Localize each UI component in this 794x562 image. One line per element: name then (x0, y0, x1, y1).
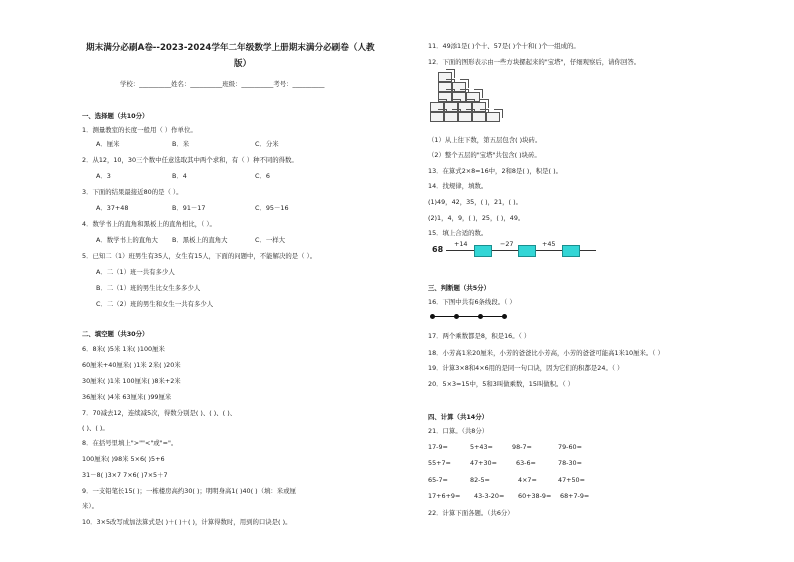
q8-line-1: 100厘米( )98米 5×6( )5+6 (82, 455, 165, 463)
question-4: 4．数学书上的直角和黑板上的直角相比，（ ）。 (82, 220, 216, 228)
calc-item: 17-9= (428, 443, 448, 451)
page-title-continued: 版） (234, 59, 252, 69)
q5-option-b: B．二（1）班的男生比女生多多少人 (96, 284, 201, 292)
calc-item: 65-7= (428, 476, 448, 484)
calc-item: 55+7= (428, 459, 451, 467)
q12-part-2: （2）整个五层的"宝塔"共包含( )块砖。 (428, 151, 541, 159)
q2-option-b: B．4 (172, 172, 187, 180)
section4-title: 四、计算（共14分） (428, 413, 489, 421)
q4-option-a: A．数学书上的直角大 (96, 236, 158, 244)
calc-item: 5+43= (470, 443, 493, 451)
question-3: 3．下面的结果最接近80的是（ ）。 (82, 188, 183, 196)
q9-line-2: 米）。 (82, 502, 98, 510)
section2-title: 二、填空题（共30分） (82, 330, 149, 338)
q8-line-2: 31－8( )3×7 7×6( )7×5＋7 (82, 471, 168, 479)
q4-option-c: C．一样大 (255, 236, 286, 244)
calc-item: 79-60= (558, 443, 582, 451)
q5-option-c: C．二（2）班的男生和女生一共有多少人 (96, 300, 214, 308)
question-8: 8．在括号里填上">""<"或"="。 (82, 439, 178, 447)
section3-title: 三、判断题（共5分） (428, 284, 490, 292)
question-12: 12．下面的图形表示由一些方块摞起来的"宝塔"，仔细观察后，请你回答。 (428, 58, 641, 66)
q2-option-a: A．3 (96, 172, 111, 180)
calc-item: 43-3-20= (474, 492, 505, 500)
q6-line-3: 30厘米( )1米 100厘米( )8米+2米 (82, 377, 181, 385)
chain-op-3: +45 (542, 240, 556, 248)
q3-option-a: A．37+48 (96, 204, 129, 212)
question-10: 10．3×5改写成加法算式是( )＋( )＋( )，计算得数时，用到的口诀是( )。 (82, 518, 292, 526)
q5-option-a: A．二（1）班一共有多少人 (96, 268, 175, 276)
q6-line-1: 6．8米( )5米 1米( )100厘米 (82, 345, 165, 353)
chain-answer-box-1[interactable] (474, 245, 492, 257)
calc-item: 4×7= (518, 476, 537, 484)
calc-item: 68+7-9= (560, 492, 590, 500)
header-fields: 学校：__________姓名：__________班级：__________考号：__________ (120, 80, 325, 88)
calc-item: 17+6+9= (428, 492, 461, 500)
chain-answer-box-2[interactable] (518, 245, 536, 257)
question-13: 13．在算式2×8=16中，2和8是( )，积是( )。 (428, 167, 562, 175)
q14-part-2: (2)1，4，9，( )，25，( )，49。 (428, 214, 525, 222)
q4-option-b: B．黑板上的直角大 (172, 236, 228, 244)
q1-option-c: C．分米 (255, 140, 279, 148)
q1-option-a: A．厘米 (96, 140, 120, 148)
q3-option-c: C．95－16 (255, 204, 289, 212)
question-15: 15．填上合适的数。 (428, 229, 488, 237)
question-2: 2．从12，10，30三个数中任意选取其中两个求和，有（ ）种不同的得数。 (82, 156, 298, 164)
q12-part-1: （1）从上往下数，第五层包含( )块砖。 (428, 136, 542, 144)
question-1: 1．测量教室的长度一般用（ ）作单位。 (82, 126, 197, 134)
question-21: 21．口算。（共8分） (428, 427, 489, 435)
pagoda-figure (430, 72, 500, 130)
q15-arrow-chain (428, 240, 618, 260)
section1-title: 一、选择题（共10分） (82, 112, 149, 120)
chain-answer-box-3[interactable] (562, 245, 580, 257)
chain-op-1: +14 (454, 240, 468, 248)
question-19: 19．计算3×8和4×6用的是同一句口诀，因为它们的积都是24。（ ） (428, 364, 624, 372)
question-16: 16．下图中共有6条线段。（ ） (428, 298, 516, 306)
q1-option-b: B．米 (172, 140, 190, 148)
line-segment-figure (430, 312, 510, 322)
question-5: 5．已知二（1）班男生有35人，女生有15人，下面的问题中，不能解决的是（ ）。 (82, 252, 317, 260)
q7-line-1: 7．70减去12，连续减5次，得数分别是( )、( )、( )、 (82, 409, 237, 417)
question-11: 11．49添1是( )个十、57是( )个十和( )个一组成的。 (428, 42, 580, 50)
calc-item: 63-6= (516, 459, 536, 467)
question-17: 17．两个乘数都是8，积是16。（ ） (428, 332, 531, 340)
calc-item: 60+38-9= (518, 492, 552, 500)
question-20: 20．5×3=15中，5和3叫做乘数，15叫做积。（ ） (428, 380, 575, 388)
calc-item: 98-7= (512, 443, 532, 451)
calc-item: 78-30= (558, 459, 582, 467)
page-title: 期末满分必刷A卷--2023-2024学年二年级数学上册期末满分必刷卷（人教 (86, 43, 375, 53)
question-22: 22．计算下面各题。（共6分） (428, 509, 514, 517)
calc-item: 47+50= (558, 476, 585, 484)
q14-part-1: (1)49，42，35，( )，21，( )。 (428, 198, 522, 206)
calc-item: 82-5= (470, 476, 490, 484)
q7-line-2: ( )、( )。 (82, 424, 109, 432)
chain-start-number: 68 (432, 245, 444, 254)
q3-option-b: B．91－17 (172, 204, 206, 212)
q2-option-c: C．6 (255, 172, 270, 180)
q9-line-1: 9．一支铅笔长15( )；一栋楼房高约30( )；明明身高1( )40( )（填：米或厘 (82, 487, 296, 495)
chain-op-2: −27 (500, 240, 514, 248)
calc-item: 47+30= (470, 459, 497, 467)
q6-line-2: 60厘米+40厘米( )1米 2米( )20米 (82, 361, 181, 369)
question-18: 18．小芳高1米20厘米，小芳的爸爸比小芳高，小芳的爸爸可能高1米10厘米。（ ） (428, 349, 664, 357)
q6-line-4: 36厘米( )4米 63厘米( )99厘米 (82, 393, 172, 401)
question-14: 14．找规律，填数。 (428, 182, 488, 190)
